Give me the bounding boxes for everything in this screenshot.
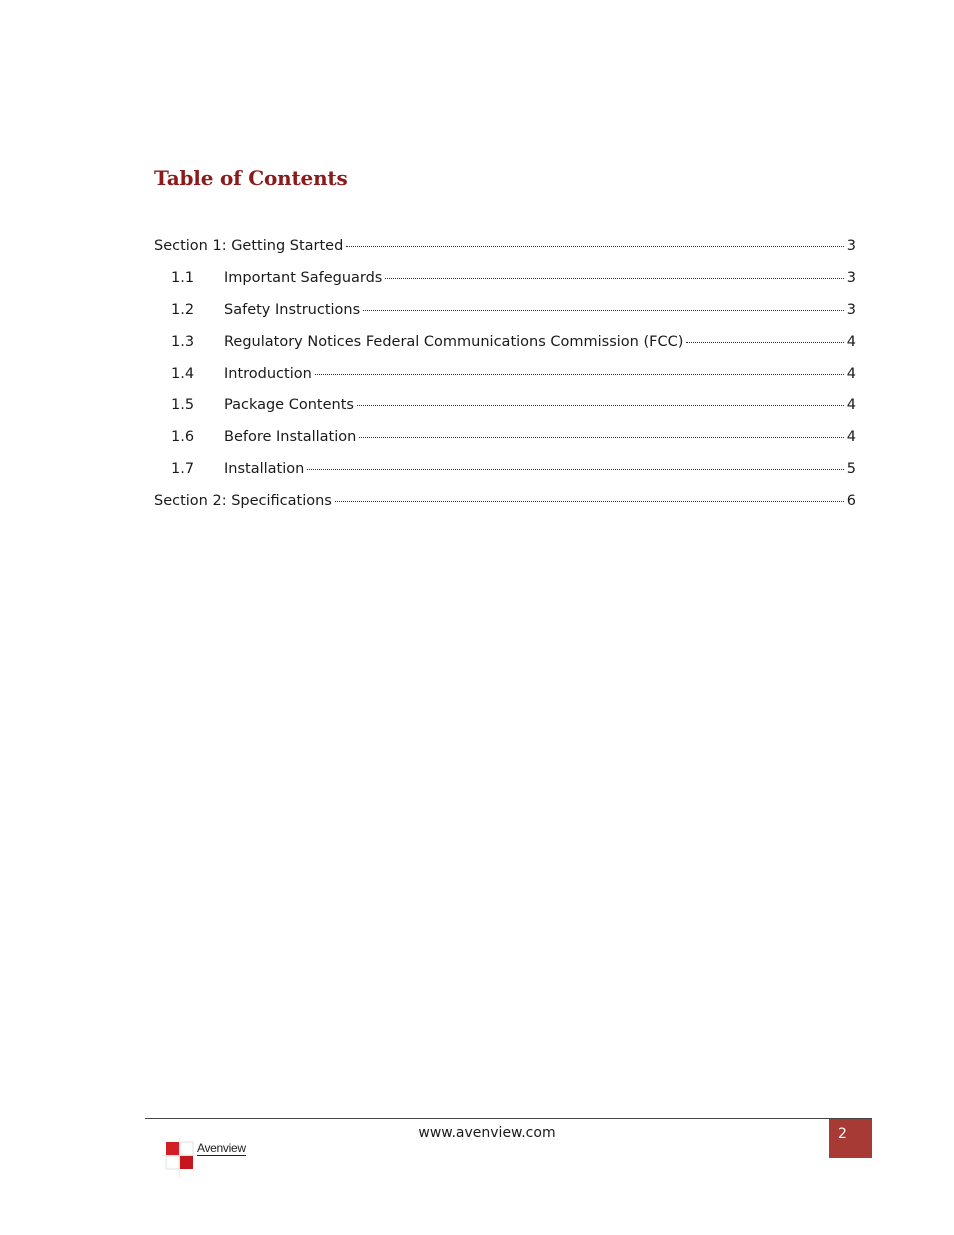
table-of-contents — [154, 238, 856, 525]
toc-entry-label: Introduction — [224, 365, 312, 382]
toc-entry-label: Section 1: Getting Started — [154, 238, 344, 254]
toc-entry-number: 1.7 — [171, 461, 195, 478]
footer-website-link[interactable]: www.avenview.com — [418, 1125, 556, 1141]
toc-dot-leader — [686, 341, 843, 343]
toc-entry-label: Important Safeguards — [224, 269, 383, 286]
toc-entry-label: Section 2: Specifications — [154, 493, 332, 510]
toc-entry-page: 4 — [846, 365, 856, 382]
toc-entry-1-3[interactable] — [154, 334, 856, 366]
toc-entry-page: 3 — [846, 269, 856, 286]
toc-dot-leader — [363, 309, 844, 311]
toc-entry-number: 1.6 — [171, 429, 195, 446]
toc-dot-leader — [357, 404, 844, 406]
toc-entry-1-2[interactable] — [154, 302, 856, 334]
toc-entry-page: 3 — [846, 301, 856, 318]
toc-entry-label: Regulatory Notices Federal Communications Commission (FCC) — [224, 333, 684, 350]
footer-divider — [145, 1118, 872, 1119]
toc-entry-page: 5 — [846, 461, 856, 478]
toc-entry-section-1[interactable] — [154, 238, 856, 270]
toc-entry-page: 4 — [846, 429, 856, 446]
toc-entry-1-6[interactable] — [154, 429, 856, 461]
toc-dot-leader — [307, 468, 843, 470]
toc-entry-number: 1.5 — [171, 397, 195, 414]
toc-entry-label: Installation — [224, 461, 305, 478]
toc-entry-page: 3 — [846, 238, 856, 254]
toc-entry-1-5[interactable] — [154, 397, 856, 429]
toc-entry-page: 4 — [846, 397, 856, 414]
toc-dot-leader — [359, 436, 843, 438]
page-number-badge: 2 — [829, 1119, 872, 1158]
toc-entry-section-2[interactable] — [154, 493, 856, 525]
logo-wordmark: Avenview — [197, 1141, 246, 1155]
toc-entry-number: 1.1 — [171, 269, 195, 286]
toc-dot-leader — [335, 500, 844, 502]
toc-title: Table of Contents — [154, 166, 348, 190]
toc-entry-label: Before Installation — [224, 429, 357, 446]
toc-entry-1-7[interactable] — [154, 461, 856, 493]
toc-entry-number: 1.2 — [171, 301, 195, 318]
toc-entry-page: 6 — [846, 493, 856, 510]
toc-dot-leader — [385, 277, 843, 279]
toc-entry-1-1[interactable] — [154, 270, 856, 302]
toc-dot-leader — [346, 245, 843, 247]
toc-entry-page: 4 — [846, 333, 856, 350]
toc-entry-number: 1.3 — [171, 333, 195, 350]
toc-entry-1-4[interactable] — [154, 366, 856, 398]
toc-entry-number: 1.4 — [171, 365, 195, 382]
toc-entry-label: Package Contents — [224, 397, 354, 414]
toc-dot-leader — [315, 373, 844, 375]
toc-entry-label: Safety Instructions — [224, 301, 361, 318]
